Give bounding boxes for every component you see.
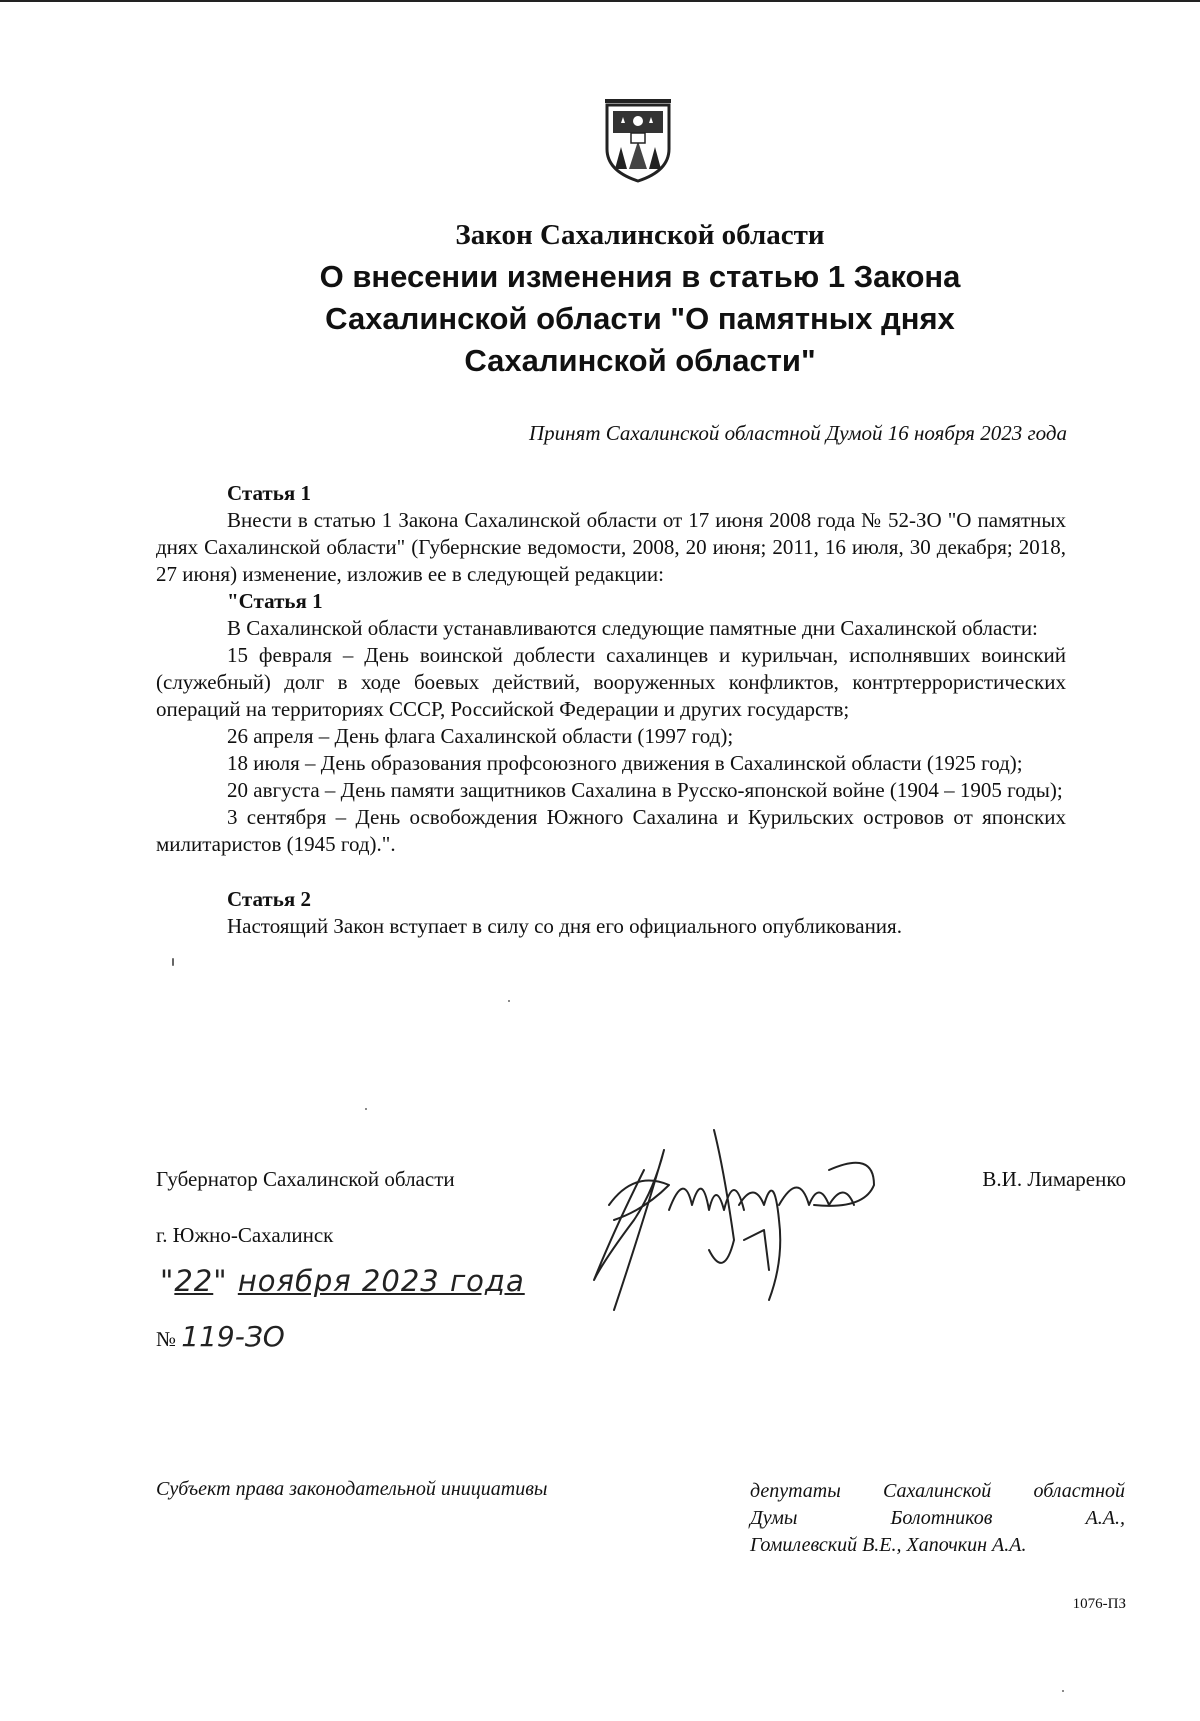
deputies-list [750,1478,1125,1559]
initiative-label: Субъект права законодательной инициативы [156,1478,548,1500]
handwritten-month-year: ноября 2023 года [237,1264,525,1298]
law-title-line-3: Сахалинской области "О памятных днях [325,301,955,336]
quoted-article-heading: "Статья 1 [227,589,323,613]
article-2-text: Настоящий Закон вступает в силу со дня его официального опубликования. [227,914,902,938]
sakhalin-coat-of-arms-icon [601,97,675,183]
handwritten-law-number: 119-ЗО [181,1320,285,1353]
law-title [100,214,1180,382]
memorial-day-item: 3 сентября – День освобождения Южного Сахалина и Курильских островов от японских милитаристов (1945 год).". [156,805,1066,856]
memorial-day-item: 20 августа – День памяти защитников Сахалина в Русско-японской войне (1904 – 1905 годы); [227,778,1063,802]
governor-name: В.И. Лимаренко [982,1167,1126,1191]
law-title-line-2: О внесении изменения в статью 1 Закона [319,259,961,294]
number-sign: № [156,1327,177,1351]
article-1-heading: Статья 1 [227,481,311,505]
scan-speck [365,1108,367,1110]
scan-speck [1062,1690,1064,1692]
memorial-day-item: 26 апреля – День флага Сахалинской области (1997 год); [227,724,734,748]
signing-city: г. Южно-Сахалинск [156,1223,334,1247]
law-title-line-4: Сахалинской области" [464,343,816,378]
memorial-day-item: 18 июля – День образования профсоюзного движения в Сахалинской области (1925 год); [227,751,1023,775]
handwritten-day: 22 [174,1264,214,1298]
deputies-line: депутаты Сахалинской областной [750,1480,1125,1502]
article-2-heading: Статья 2 [227,887,311,911]
deputies-line: Гомилевский В.Е., Хапочкин А.А. [750,1534,1027,1556]
handwritten-date: "22" ноября 2023 года [160,1264,525,1298]
scan-speck [508,1000,510,1002]
law-title-line-1: Закон Сахалинской области [455,219,825,251]
scan-top-edge [0,0,1200,2]
law-body [156,480,1066,940]
document-code: 1076-ПЗ [1072,1596,1126,1612]
article-1-intro: Внести в статью 1 Закона Сахалинской области от 17 июня 2008 года № 52-ЗО "О памятных днях Сахалинской области" (Губернские ведомости, 2008, 20 июня; 2011, 16 июля, 30 декабря; 2018, 27 июня) изменение, изложив ее в следующей редакции: [156,508,1066,586]
governor-signature [574,1110,914,1320]
adoption-note: Принят Сахалинской областной Думой 16 ноября 2023 года [528,421,1067,445]
deputies-line: Думы Болотников А.А., [750,1507,1125,1529]
memorial-day-item: 15 февраля – День воинской доблести сахалинцев и курильчан, исполнявших воинский (служебный) долг в ходе боевых действий, вооруженных конфликтов, контртеррористических операций на территориях СССР, Российской Федерации и других государств; [156,643,1066,721]
quoted-article-intro: В Сахалинской области устанавливаются следующие памятные дни Сахалинской области: [227,616,1038,640]
scan-speck [172,958,174,966]
law-number [156,1320,285,1353]
governor-title: Губернатор Сахалинской области [156,1167,455,1191]
